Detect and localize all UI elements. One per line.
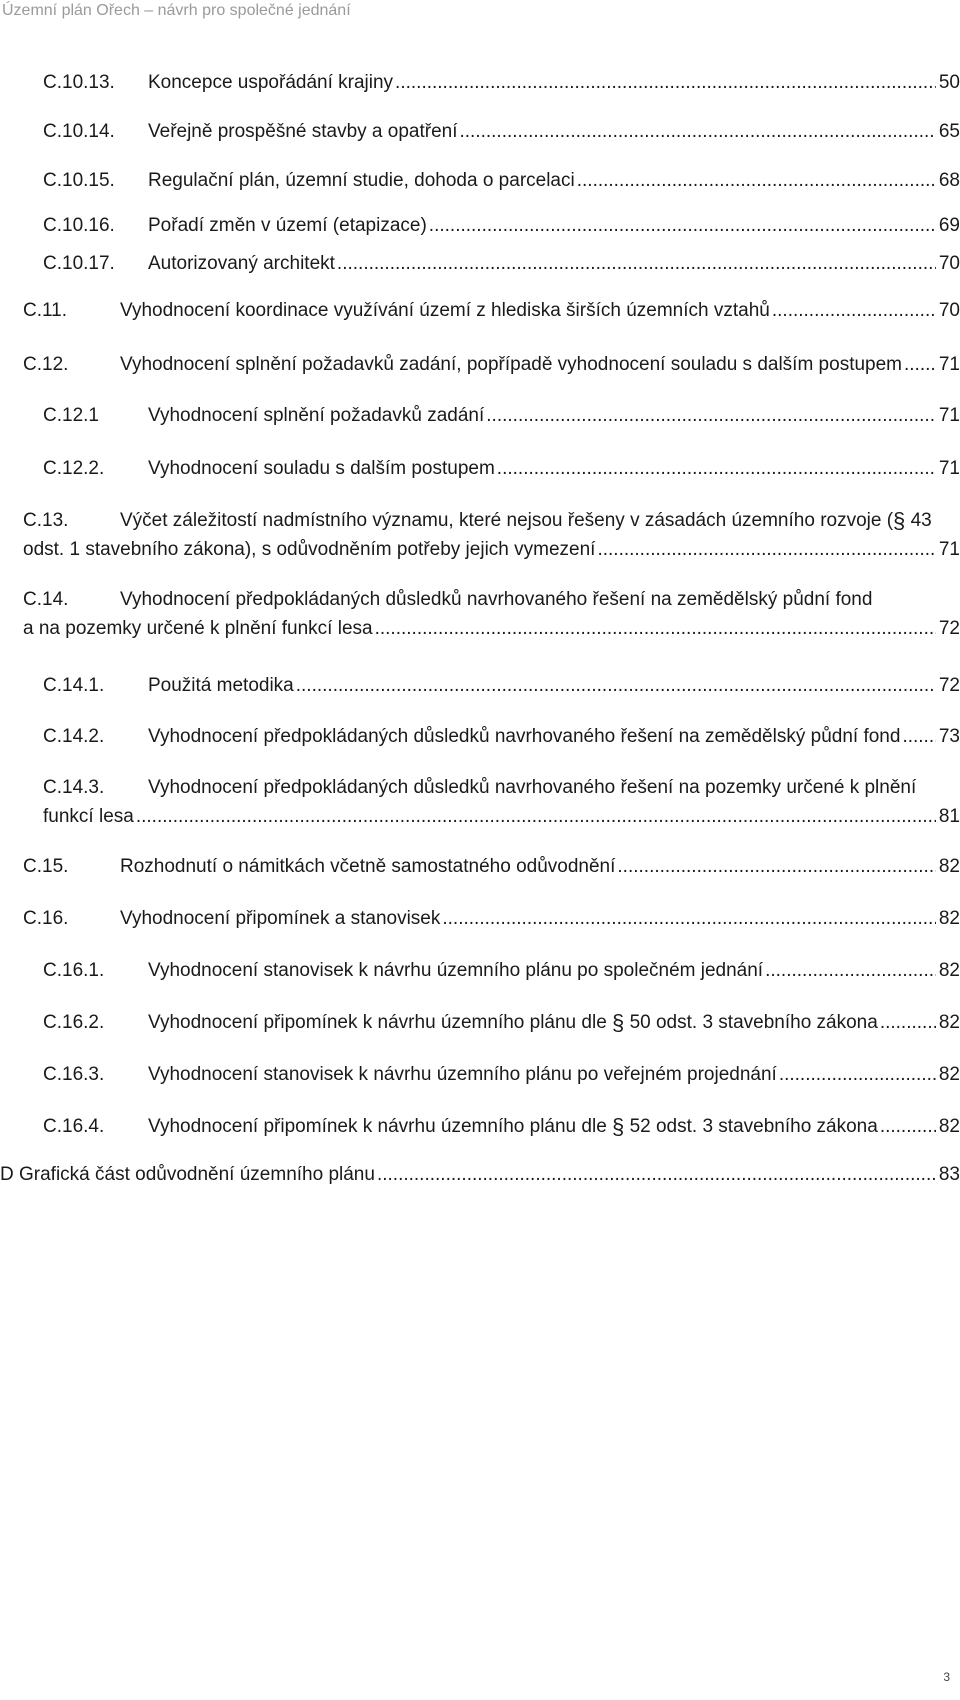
section-sign: § <box>893 508 906 533</box>
section-sign: § <box>612 1010 625 1035</box>
dot-leader <box>486 405 936 427</box>
toc-entry[interactable] <box>43 215 960 237</box>
toc-entry[interactable] <box>43 72 960 94</box>
toc-entry[interactable] <box>23 354 960 376</box>
toc-entry-number: C.10.16. <box>43 215 115 236</box>
toc-entry-page: 82 <box>938 1012 960 1033</box>
toc-entry[interactable] <box>43 121 960 143</box>
toc-entry-label: Vyhodnocení souladu s dalším postupem <box>148 458 495 479</box>
toc-entry-number: C.10.15. <box>43 170 115 191</box>
toc-entry-number: C.10.14. <box>43 121 115 142</box>
toc-entry-label: Vyhodnocení předpokládaných důsledků navrhovaného řešení na zemědělský půdní fond <box>148 726 901 747</box>
toc-entry-number: C.14.1. <box>43 675 105 696</box>
toc-entry-label-line2: a na pozemky určené k plnění funkcí lesa <box>23 618 373 639</box>
toc-entry[interactable] <box>43 1116 960 1138</box>
toc-entry[interactable] <box>0 1164 960 1186</box>
toc-entry-page: 71 <box>938 405 960 426</box>
dot-leader <box>772 300 936 322</box>
toc-entry[interactable] <box>43 1012 960 1034</box>
toc-entry-label: Autorizovaný architekt <box>148 253 335 274</box>
toc-entry-number: C.10.13. <box>43 72 115 93</box>
toc-entry-label: Vyhodnocení připomínek a stanovisek <box>120 908 441 929</box>
toc-entry[interactable] <box>43 405 960 427</box>
dot-leader <box>429 215 936 237</box>
toc-entry-number: C.16. <box>23 908 69 929</box>
toc-entry[interactable] <box>23 856 960 878</box>
toc-entry-number: C.16.2. <box>43 1012 105 1033</box>
toc-entry[interactable] <box>43 675 960 697</box>
toc-entry-number: C.14. <box>23 589 69 610</box>
toc-entry[interactable] <box>23 300 960 322</box>
dot-leader <box>904 354 936 376</box>
dot-leader <box>442 908 935 930</box>
toc-entry-label: Pořadí změn v území (etapizace) <box>148 215 427 236</box>
toc-entry-label: Rozhodnutí o námitkách včetně samostatného odůvodnění <box>120 856 616 877</box>
dot-leader <box>779 1064 936 1086</box>
toc-entry-number: C.15. <box>23 856 69 877</box>
toc-entry-page: 65 <box>938 121 960 142</box>
toc-entry-page: 71 <box>938 539 960 560</box>
toc-entry-page: 82 <box>938 1064 960 1085</box>
dot-leader <box>497 458 936 480</box>
toc-entry-number: C.14.3. <box>43 777 105 798</box>
toc-entry-number: C.12.1 <box>43 405 99 426</box>
toc-entry-page: 82 <box>938 960 960 981</box>
toc-entry-page: 73 <box>938 726 960 747</box>
page-header: Územní plán Ořech – návrh pro společné jednání <box>2 2 351 19</box>
toc-entry[interactable] <box>43 253 960 275</box>
toc-entry-number: C.14.2. <box>43 726 105 747</box>
toc-entry-label: Vyhodnocení připomínek k návrhu územního plánu dle § 50 odst. 3 stavebního zákona <box>148 1010 878 1035</box>
dot-leader <box>377 1164 936 1186</box>
toc-entry-label: Použitá metodika <box>148 675 294 696</box>
toc-entry-page: 72 <box>938 618 960 639</box>
toc-entry[interactable] <box>43 777 960 828</box>
dot-leader <box>902 726 935 748</box>
dot-leader <box>597 539 935 561</box>
dot-leader <box>136 806 936 828</box>
toc-entry[interactable] <box>23 908 960 930</box>
toc-entry-number: C.16.3. <box>43 1064 105 1085</box>
dot-leader <box>395 72 936 94</box>
toc-entry-label: Vyhodnocení koordinace využívání území z hlediska širších územních vztahů <box>120 300 770 321</box>
toc-entry-page: 50 <box>938 72 960 93</box>
toc-entry-page: 72 <box>938 675 960 696</box>
toc-entry[interactable] <box>43 170 960 192</box>
toc-entry-label: Veřejně prospěšné stavby a opatření <box>148 121 458 142</box>
page-number: 3 <box>943 1670 950 1684</box>
toc-entry-page: 69 <box>938 215 960 236</box>
toc-entry[interactable] <box>43 726 960 748</box>
toc-entry-page: 81 <box>938 806 960 827</box>
toc-entry[interactable] <box>23 510 960 561</box>
dot-leader <box>880 1012 936 1034</box>
toc-entry-label: Koncepce uspořádání krajiny <box>148 72 394 93</box>
toc-entry-number: C.12.2. <box>43 458 105 479</box>
toc-entry-page: 70 <box>938 253 960 274</box>
toc-entry-page: 71 <box>938 354 960 375</box>
toc-entry-number: C.11. <box>23 300 68 321</box>
dot-leader <box>459 121 935 143</box>
toc-entry[interactable] <box>23 589 960 640</box>
toc-entry-page: 82 <box>938 1116 960 1137</box>
dot-leader <box>577 170 936 192</box>
toc-entry[interactable] <box>43 960 960 982</box>
toc-entry-label: Vyhodnocení připomínek k návrhu územního plánu dle § 52 odst. 3 stavebního zákona <box>148 1114 878 1139</box>
toc-entry-page: 68 <box>938 170 960 191</box>
dot-leader <box>617 856 935 878</box>
toc-entry-number: C.16.4. <box>43 1116 105 1137</box>
dot-leader <box>765 960 936 982</box>
toc-entry-label: Vyhodnocení stanovisek k návrhu územního plánu po veřejném projednání <box>148 1064 777 1085</box>
toc-entry-label-line2: funkcí lesa <box>43 806 134 827</box>
dot-leader <box>880 1116 936 1138</box>
toc-entry-label: D Grafická část odůvodnění územního plánu <box>0 1164 375 1185</box>
toc-entry-label-line1: Vyhodnocení předpokládaných důsledků navrhovaného řešení na zemědělský půdní fond <box>120 589 873 610</box>
toc-entry-page: 83 <box>938 1164 960 1185</box>
toc-entry-page: 70 <box>938 300 960 321</box>
toc-entry-label-line1: Výčet záležitostí nadmístního významu, které nejsou řešeny v zásadách územního rozvoje (§ 43 <box>120 508 932 533</box>
toc-entry-page: 82 <box>938 856 960 877</box>
toc-entry-label-line1: Vyhodnocení předpokládaných důsledků navrhovaného řešení na pozemky určené k plnění <box>148 777 917 798</box>
section-sign: § <box>612 1114 625 1139</box>
toc-entry-number: C.10.17. <box>43 253 115 274</box>
toc-entry[interactable] <box>43 1064 960 1086</box>
toc-entry-label: Vyhodnocení splnění požadavků zadání, popřípadě vyhodnocení souladu s dalším postupem <box>120 354 902 375</box>
toc-entry[interactable] <box>43 458 960 480</box>
dot-leader <box>296 675 936 697</box>
toc-entry-label: Regulační plán, územní studie, dohoda o parcelaci <box>148 170 575 191</box>
toc-entry-page: 71 <box>938 458 960 479</box>
toc-entry-label: Vyhodnocení splnění požadavků zadání <box>148 405 485 426</box>
toc-entry-page: 82 <box>938 908 960 929</box>
toc-entry-number: C.12. <box>23 354 69 375</box>
toc-entry-label-line2: odst. 1 stavebního zákona), s odůvodněním potřeby jejich vymezení <box>23 539 596 560</box>
dot-leader <box>337 253 936 275</box>
dot-leader <box>375 618 936 640</box>
toc-entry-number: C.16.1. <box>43 960 105 981</box>
toc-entry-number: C.13. <box>23 510 69 531</box>
toc-entry-label: Vyhodnocení stanovisek k návrhu územního plánu po společném jednání <box>148 960 764 981</box>
